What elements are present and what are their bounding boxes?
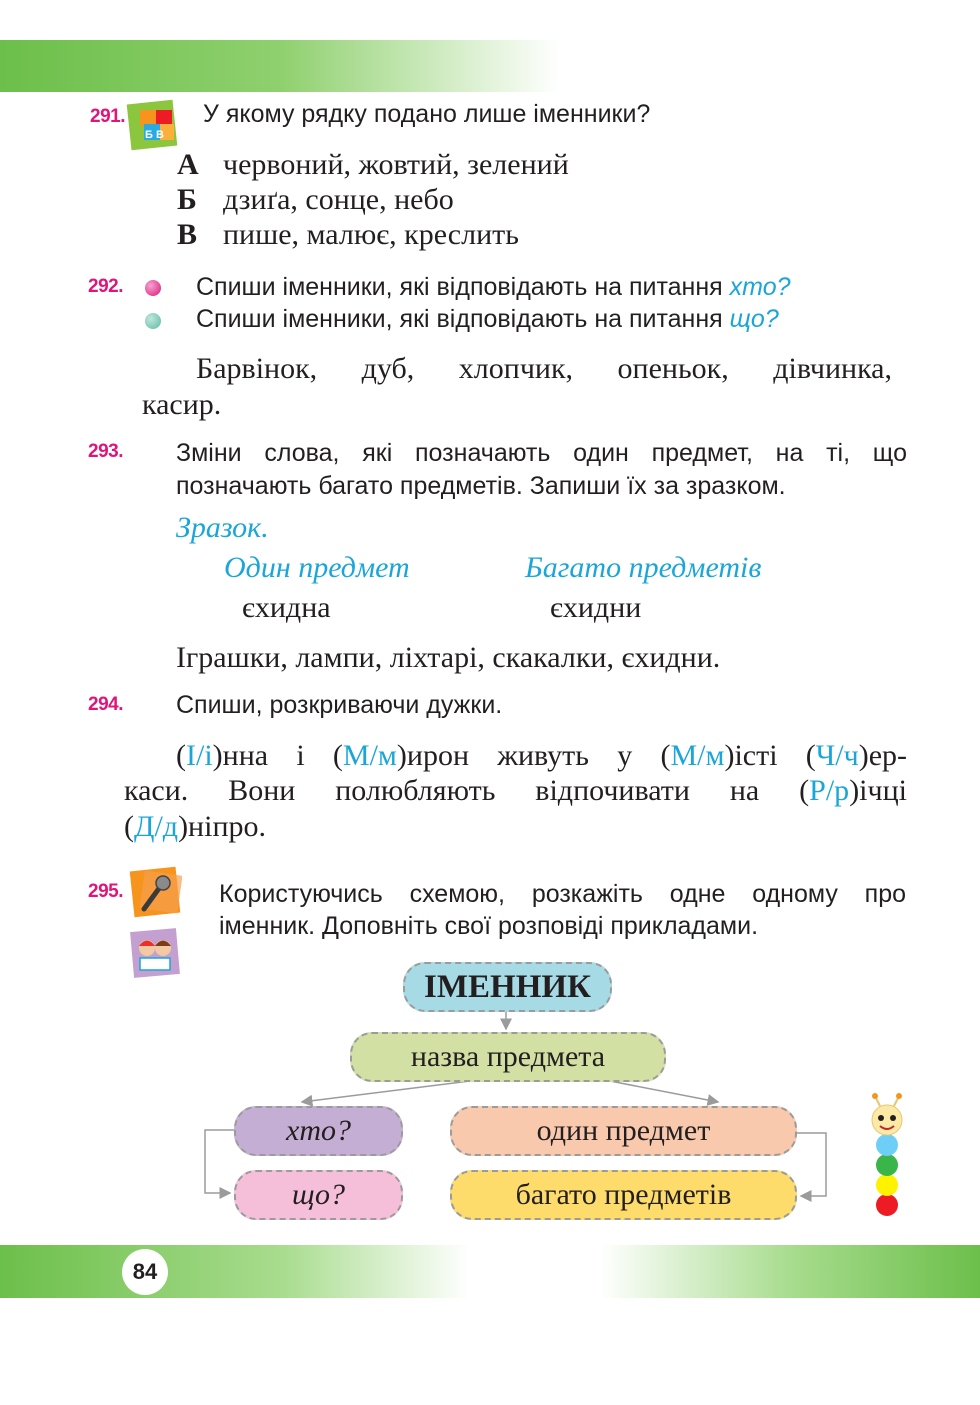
exercise-number-295: 295. (88, 881, 123, 902)
exercise-number-291: 291. (90, 106, 125, 127)
ex294-text-line3: (Д/д)ніпро. (124, 810, 266, 843)
caterpillar-mascot-icon (860, 1092, 914, 1224)
scheme-root-noun: ІМЕННИК (403, 962, 612, 1012)
ex291-option-a: А червоний, жовтий, зелений (177, 148, 569, 181)
ex293-col2-header: Багато предметів (525, 551, 762, 584)
ex293-sample-label: Зразок. (176, 511, 269, 544)
ex293-task-line2: позначають багато предметів. Запиши їх за зразком. (176, 472, 786, 500)
ex293-col1-header: Один предмет (224, 551, 410, 584)
scheme-what: що? (234, 1170, 403, 1220)
scheme-one-object: один предмет (450, 1106, 797, 1156)
ex292-words-line1: Барвінок, дуб, хлопчик, опеньок, дівчинка, (196, 352, 892, 385)
scheme-who: хто? (234, 1106, 403, 1156)
ex291-question: У якому рядку подано лише іменники? (203, 100, 651, 128)
ex291-option-b: Б дзиґа, сонце, небо (177, 183, 454, 216)
page-number: 84 (122, 1249, 168, 1295)
scheme-many-objects: багато предметів (450, 1170, 797, 1220)
ex292-words-line2: касир. (142, 388, 222, 421)
exercise-number-294: 294. (88, 694, 123, 715)
ex293-task-line1: Зміни слова, які позначають один предмет, на ті, що (176, 439, 907, 467)
ex295-task-line2: іменник. Доповніть свої розповіді прикладами. (219, 912, 759, 940)
ex294-text-line2: каси. Вони полюбляють відпочивати на (Р/р)ічці (124, 774, 907, 807)
ex294-text-line1: (І/і)нна і (М/м)ирон живуть у (М/м)істі (Ч/ч)ер- (176, 739, 907, 772)
ex295-task-line1: Користуючись схемою, розкажіть одне одному про (219, 880, 906, 908)
ex293-col1-example: єхидна (242, 591, 331, 624)
ex293-words: Іграшки, лампи, ліхтарі, скакалки, єхидни. (176, 641, 721, 674)
ex294-task: Спиши, розкриваючи дужки. (176, 691, 503, 719)
blocks-letters: Б В (145, 129, 164, 141)
ex291-option-c: В пише, малює, креслить (177, 218, 519, 251)
exercise-number-292: 292. (88, 276, 123, 297)
exercise-number-293: 293. (88, 441, 123, 462)
ex292-line1: Спиши іменники, які відповідають на питання хто? (196, 273, 791, 301)
ex293-col2-example: єхидни (550, 591, 642, 624)
scheme-object-name: назва предмета (350, 1032, 666, 1082)
ex292-line2: Спиши іменники, які відповідають на питання що? (196, 305, 779, 333)
